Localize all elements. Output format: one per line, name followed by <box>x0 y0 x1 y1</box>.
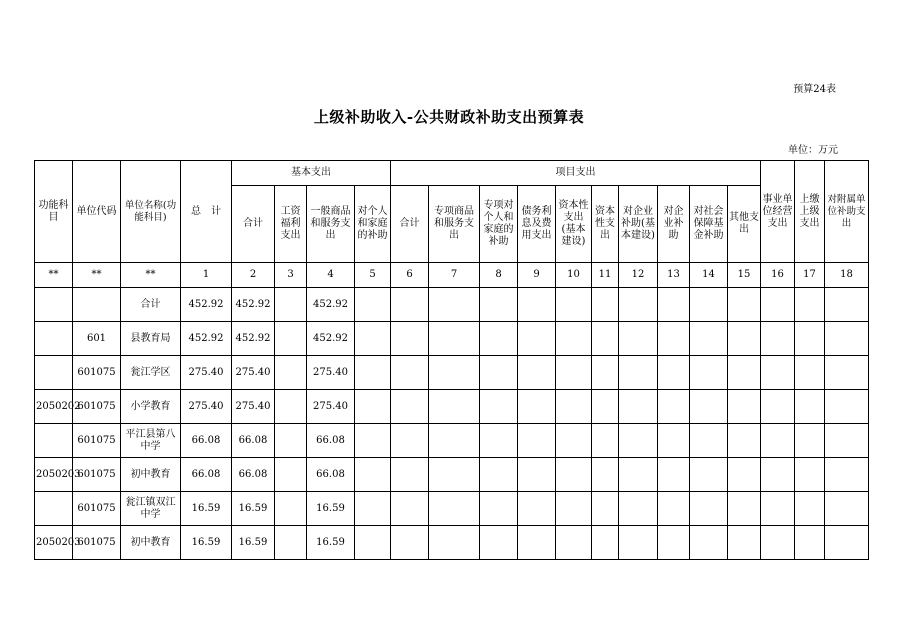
empty-cell <box>658 424 690 458</box>
empty-cell <box>355 288 391 322</box>
empty-cell <box>728 458 761 492</box>
empty-cell <box>795 526 825 560</box>
empty-cell <box>761 288 795 322</box>
header-wages: 工资福利支出 <box>275 186 307 263</box>
empty-cell <box>480 492 518 526</box>
index-cell: 9 <box>518 263 556 288</box>
unit-code-cell <box>73 288 121 322</box>
header-unit-code: 单位代码 <box>73 161 121 263</box>
unit-name-cell: 小学教育 <box>121 390 181 424</box>
empty-cell <box>728 526 761 560</box>
unit-code-cell: 601075 <box>73 356 121 390</box>
func-code-cell <box>35 424 73 458</box>
basic-total-cell: 452.92 <box>232 322 275 356</box>
header-turnover: 上缴上级支出 <box>795 161 825 263</box>
document-title: 上级补助收入-公共财政补助支出预算表 <box>313 108 585 126</box>
header-basic-group: 基本支出 <box>232 161 391 186</box>
empty-cell <box>592 492 619 526</box>
empty-cell <box>690 288 728 322</box>
table-row <box>35 322 869 356</box>
empty-cell <box>480 322 518 356</box>
header-special-personal: 专项对个人和家庭的补助 <box>480 186 518 263</box>
empty-cell <box>391 356 429 390</box>
unit-name-cell: 平江县第八中学 <box>121 424 181 458</box>
unit-name-cell: 合计 <box>121 288 181 322</box>
goods-cell: 66.08 <box>307 458 355 492</box>
unit-code-cell: 601075 <box>73 526 121 560</box>
index-row <box>35 263 869 288</box>
goods-cell: 275.40 <box>307 390 355 424</box>
index-cell: 16 <box>761 263 795 288</box>
empty-cell <box>619 288 658 322</box>
empty-cell <box>556 390 592 424</box>
empty-cell <box>391 390 429 424</box>
empty-cell <box>429 458 480 492</box>
empty-cell <box>391 492 429 526</box>
index-cell: 14 <box>690 263 728 288</box>
empty-cell <box>619 492 658 526</box>
empty-cell <box>518 458 556 492</box>
empty-cell <box>355 526 391 560</box>
empty-cell <box>480 390 518 424</box>
unit-name-cell: 县教育局 <box>121 322 181 356</box>
basic-total-cell: 66.08 <box>232 424 275 458</box>
empty-cell <box>429 424 480 458</box>
empty-cell <box>825 492 869 526</box>
header-goods: 一般商品和服务支出 <box>307 186 355 263</box>
empty-cell <box>592 424 619 458</box>
header-basic-total: 合计 <box>232 186 275 263</box>
header-unit-name: 单位名称(功能科目) <box>121 161 181 263</box>
empty-cell <box>795 288 825 322</box>
total-cell: 66.08 <box>181 424 232 458</box>
empty-cell <box>619 458 658 492</box>
goods-cell: 275.40 <box>307 356 355 390</box>
empty-cell <box>429 356 480 390</box>
func-code-cell <box>35 322 73 356</box>
header-enterprise-construction: 对企业补助(基本建设) <box>619 186 658 263</box>
table-row <box>35 492 869 526</box>
index-cell: 6 <box>391 263 429 288</box>
wages-cell <box>275 526 307 560</box>
empty-cell <box>518 390 556 424</box>
empty-cell <box>728 356 761 390</box>
wages-cell <box>275 322 307 356</box>
empty-cell <box>556 492 592 526</box>
empty-cell <box>480 356 518 390</box>
unit-name-cell: 初中教育 <box>121 458 181 492</box>
empty-cell <box>690 526 728 560</box>
empty-cell <box>658 288 690 322</box>
unit-code-cell: 601 <box>73 322 121 356</box>
header-capital: 资本性支出 <box>592 186 619 263</box>
empty-cell <box>795 458 825 492</box>
empty-cell <box>480 526 518 560</box>
empty-cell <box>619 526 658 560</box>
empty-cell <box>761 356 795 390</box>
wages-cell <box>275 458 307 492</box>
total-cell: 275.40 <box>181 356 232 390</box>
empty-cell <box>761 526 795 560</box>
total-cell: 275.40 <box>181 390 232 424</box>
empty-cell <box>795 390 825 424</box>
total-cell: 16.59 <box>181 526 232 560</box>
unit-code-cell: 601075 <box>73 424 121 458</box>
empty-cell <box>480 424 518 458</box>
unit-name-cell: 瓮江学区 <box>121 356 181 390</box>
unit-code-cell: 601075 <box>73 458 121 492</box>
empty-cell <box>429 288 480 322</box>
empty-cell <box>355 458 391 492</box>
empty-cell <box>355 390 391 424</box>
empty-cell <box>795 424 825 458</box>
total-cell: 16.59 <box>181 492 232 526</box>
empty-cell <box>391 458 429 492</box>
empty-cell <box>690 424 728 458</box>
index-cell: 4 <box>307 263 355 288</box>
empty-cell <box>518 356 556 390</box>
wages-cell <box>275 492 307 526</box>
table-row <box>35 356 869 390</box>
empty-cell <box>825 322 869 356</box>
wages-cell <box>275 424 307 458</box>
header-social-security: 对社会保障基金补助 <box>690 186 728 263</box>
empty-cell <box>592 526 619 560</box>
header-subsidiary: 对附属单位补助支出 <box>825 161 869 263</box>
empty-cell <box>795 356 825 390</box>
empty-cell <box>795 492 825 526</box>
empty-cell <box>728 390 761 424</box>
unit-code-cell: 601075 <box>73 492 121 526</box>
index-cell: 13 <box>658 263 690 288</box>
total-cell: 66.08 <box>181 458 232 492</box>
func-code-cell <box>35 288 73 322</box>
empty-cell <box>429 526 480 560</box>
data-body <box>35 288 869 560</box>
empty-cell <box>518 322 556 356</box>
empty-cell <box>355 356 391 390</box>
total-cell: 452.92 <box>181 288 232 322</box>
empty-cell <box>619 322 658 356</box>
empty-cell <box>825 424 869 458</box>
empty-cell <box>429 390 480 424</box>
func-code-cell <box>35 356 73 390</box>
index-cell: 17 <box>795 263 825 288</box>
empty-cell <box>690 356 728 390</box>
empty-cell <box>658 458 690 492</box>
empty-cell <box>556 322 592 356</box>
empty-cell <box>658 322 690 356</box>
empty-cell <box>556 526 592 560</box>
empty-cell <box>825 526 869 560</box>
goods-cell: 452.92 <box>307 322 355 356</box>
empty-cell <box>728 322 761 356</box>
empty-cell <box>429 492 480 526</box>
header-capital-construction: 资本性支出(基本建设) <box>556 186 592 263</box>
unit-code-cell: 601075 <box>73 390 121 424</box>
empty-cell <box>556 458 592 492</box>
empty-cell <box>761 492 795 526</box>
empty-cell <box>518 288 556 322</box>
empty-cell <box>795 322 825 356</box>
empty-cell <box>761 458 795 492</box>
index-cell: 5 <box>355 263 391 288</box>
empty-cell <box>761 322 795 356</box>
empty-cell <box>658 356 690 390</box>
empty-cell <box>592 322 619 356</box>
empty-cell <box>825 458 869 492</box>
index-cell: 10 <box>556 263 592 288</box>
index-cell: ** <box>121 263 181 288</box>
header-debt-interest: 债务利息及费用支出 <box>518 186 556 263</box>
empty-cell <box>592 458 619 492</box>
goods-cell: 16.59 <box>307 492 355 526</box>
table-row <box>35 526 869 560</box>
empty-cell <box>728 288 761 322</box>
table-row <box>35 288 869 322</box>
header-total: 总 计 <box>181 161 232 263</box>
empty-cell <box>518 424 556 458</box>
index-cell: 2 <box>232 263 275 288</box>
header-project-total: 合计 <box>391 186 429 263</box>
wages-cell <box>275 288 307 322</box>
empty-cell <box>690 492 728 526</box>
table-row <box>35 424 869 458</box>
empty-cell <box>619 356 658 390</box>
basic-total-cell: 16.59 <box>232 526 275 560</box>
empty-cell <box>355 492 391 526</box>
empty-cell <box>556 424 592 458</box>
empty-cell <box>690 322 728 356</box>
index-cell: ** <box>73 263 121 288</box>
empty-cell <box>658 526 690 560</box>
basic-total-cell: 16.59 <box>232 492 275 526</box>
header-enterprise: 对企业补助 <box>658 186 690 263</box>
goods-cell: 452.92 <box>307 288 355 322</box>
empty-cell <box>658 492 690 526</box>
empty-cell <box>556 356 592 390</box>
goods-cell: 16.59 <box>307 526 355 560</box>
index-cell: 8 <box>480 263 518 288</box>
empty-cell <box>619 424 658 458</box>
index-cell: 12 <box>619 263 658 288</box>
empty-cell <box>761 424 795 458</box>
header-other: 其他支出 <box>728 186 761 263</box>
wages-cell <box>275 356 307 390</box>
empty-cell <box>518 526 556 560</box>
func-code-cell: 2050203 <box>35 526 73 560</box>
wages-cell <box>275 390 307 424</box>
empty-cell <box>480 458 518 492</box>
index-cell: 3 <box>275 263 307 288</box>
goods-cell: 66.08 <box>307 424 355 458</box>
empty-cell <box>391 526 429 560</box>
empty-cell <box>429 322 480 356</box>
empty-cell <box>592 288 619 322</box>
empty-cell <box>556 288 592 322</box>
budget-table <box>34 160 869 560</box>
basic-total-cell: 275.40 <box>232 390 275 424</box>
index-cell: ** <box>35 263 73 288</box>
empty-cell <box>355 322 391 356</box>
index-cell: 7 <box>429 263 480 288</box>
basic-total-cell: 452.92 <box>232 288 275 322</box>
unit-label: 单位：万元 <box>788 145 838 156</box>
func-code-cell <box>35 492 73 526</box>
total-cell: 452.92 <box>181 322 232 356</box>
basic-total-cell: 66.08 <box>232 458 275 492</box>
empty-cell <box>825 356 869 390</box>
index-cell: 11 <box>592 263 619 288</box>
header-personal: 对个人和家庭的补助 <box>355 186 391 263</box>
index-cell: 18 <box>825 263 869 288</box>
index-cell: 1 <box>181 263 232 288</box>
empty-cell <box>619 390 658 424</box>
table-number: 预算24表 <box>793 84 836 95</box>
empty-cell <box>355 424 391 458</box>
unit-name-cell: 初中教育 <box>121 526 181 560</box>
empty-cell <box>690 390 728 424</box>
empty-cell <box>690 458 728 492</box>
empty-cell <box>728 424 761 458</box>
empty-cell <box>592 390 619 424</box>
empty-cell <box>391 322 429 356</box>
header-func-code: 功能科目 <box>35 161 73 263</box>
table-row <box>35 390 869 424</box>
empty-cell <box>391 288 429 322</box>
empty-cell <box>518 492 556 526</box>
header-special-goods: 专项商品和服务支出 <box>429 186 480 263</box>
empty-cell <box>761 390 795 424</box>
empty-cell <box>480 288 518 322</box>
header-business-op: 事业单位经营支出 <box>761 161 795 263</box>
func-code-cell: 2050202 <box>35 390 73 424</box>
empty-cell <box>728 492 761 526</box>
empty-cell <box>825 390 869 424</box>
unit-name-cell: 瓮江镇双江中学 <box>121 492 181 526</box>
empty-cell <box>592 356 619 390</box>
empty-cell <box>825 288 869 322</box>
header-project-group: 项目支出 <box>391 161 761 186</box>
func-code-cell: 2050203 <box>35 458 73 492</box>
index-cell: 15 <box>728 263 761 288</box>
basic-total-cell: 275.40 <box>232 356 275 390</box>
table-row <box>35 458 869 492</box>
empty-cell <box>658 390 690 424</box>
empty-cell <box>391 424 429 458</box>
